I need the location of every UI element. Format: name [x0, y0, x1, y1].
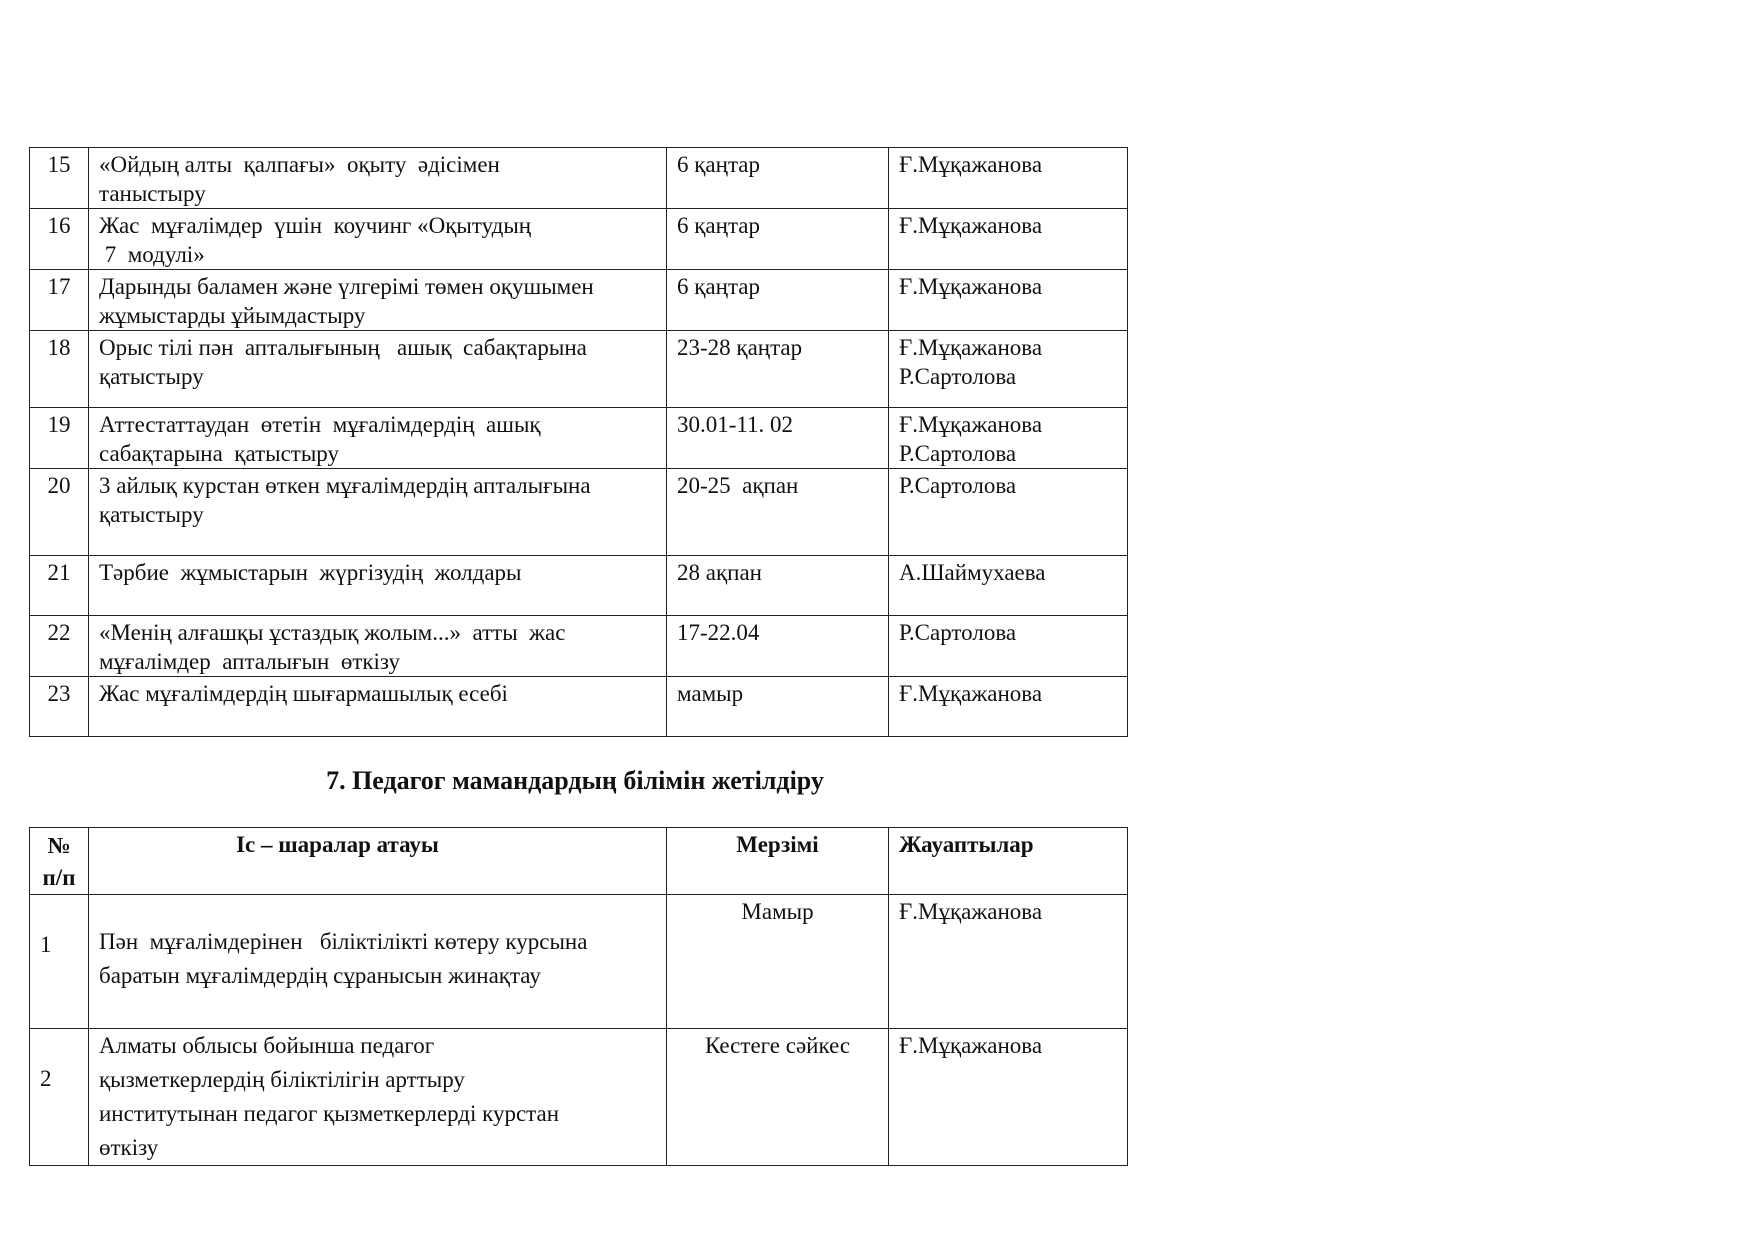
activity-line: жұмыстарды ұйымдастыру	[99, 303, 366, 328]
header-num-cell	[30, 828, 89, 895]
row-number: 17	[30, 270, 89, 331]
row-number: 15	[30, 148, 89, 209]
row-number: 20	[30, 469, 89, 556]
activity-cell	[89, 556, 667, 616]
row-number: 21	[30, 556, 89, 616]
row-number: 2	[30, 1029, 89, 1166]
table-row	[30, 408, 1128, 469]
activity-cell	[89, 148, 667, 209]
table-row	[30, 616, 1128, 677]
date-cell: 6 қаңтар	[667, 148, 889, 209]
activity-line: «Менің алғашқы ұстаздық жолым...» атты жас	[99, 620, 566, 645]
activity-line: институтынан педагог қызметкерлерді курстан	[99, 1101, 560, 1126]
header-responsible: Жауаптылар	[889, 828, 1128, 895]
activity-cell	[89, 1029, 667, 1166]
responsible-name: Р.Сартолова	[899, 441, 1017, 466]
responsible-cell: Ғ.Мұқажанова	[889, 1029, 1128, 1166]
activity-line: Пән мұғалімдерінен біліктілікті көтеру курсына	[99, 929, 588, 954]
date-cell: 23-28 қаңтар	[667, 331, 889, 408]
table-row	[30, 469, 1128, 556]
responsible-cell	[889, 331, 1128, 408]
date-cell: мамыр	[667, 677, 889, 737]
activity-cell	[89, 677, 667, 737]
activity-line: Тәрбие жұмыстарын жүргізудің жолдары	[99, 560, 522, 585]
activity-cell	[89, 895, 667, 1029]
responsible-cell	[889, 616, 1128, 677]
responsible-name: А.Шаймухаева	[899, 560, 1046, 585]
date-cell: 6 қаңтар	[667, 270, 889, 331]
table-row	[30, 677, 1128, 737]
activity-cell	[89, 209, 667, 270]
row-number: 16	[30, 209, 89, 270]
date-cell: 6 қаңтар	[667, 209, 889, 270]
table-row	[30, 270, 1128, 331]
responsible-cell	[889, 556, 1128, 616]
responsible-name: Р.Сартолова	[899, 620, 1017, 645]
header-activity: Іс – шаралар атауы	[89, 828, 667, 895]
activity-line: Жас мұғалімдер үшін коучинг «Оқытудың	[99, 213, 532, 238]
responsible-cell	[889, 469, 1128, 556]
responsible-cell	[889, 270, 1128, 331]
activity-line: Аттестаттаудан өтетін мұғалімдердің ашық	[99, 412, 541, 437]
table-row	[30, 209, 1128, 270]
activity-line: қатыстыру	[99, 364, 204, 389]
date-cell: 28 ақпан	[667, 556, 889, 616]
table-row	[30, 148, 1128, 209]
training-table-body	[30, 895, 1128, 1166]
table-row	[30, 895, 1128, 1029]
activity-cell	[89, 270, 667, 331]
activity-line: қатыстыру	[99, 502, 204, 527]
activity-cell	[89, 331, 667, 408]
responsible-name: Р.Сартолова	[899, 473, 1017, 498]
activity-line: өткізу	[99, 1135, 159, 1160]
header-num-symbol: №	[47, 833, 71, 858]
responsible-cell	[889, 209, 1128, 270]
header-row	[30, 828, 1128, 895]
responsible-name: Ғ.Мұқажанова	[899, 274, 1043, 299]
responsible-cell	[889, 408, 1128, 469]
responsible-name: Ғ.Мұқажанова	[899, 152, 1043, 177]
activity-cell	[89, 469, 667, 556]
responsible-cell	[889, 148, 1128, 209]
responsible-cell	[889, 677, 1128, 737]
activity-line: 3 айлық курстан өткен мұғалімдердің апталығына	[99, 473, 591, 498]
date-cell: Кестеге сәйкес	[667, 1029, 889, 1166]
date-cell: Мамыр	[667, 895, 889, 1029]
activity-line: баратын мұғалімдердің сұранысын жинақтау	[99, 963, 541, 988]
row-number: 23	[30, 677, 89, 737]
header-date: Мерзімі	[667, 828, 889, 895]
table-row	[30, 556, 1128, 616]
row-number: 19	[30, 408, 89, 469]
activity-line: таныстыру	[99, 181, 206, 206]
responsible-cell: Ғ.Мұқажанова	[889, 895, 1128, 1029]
table-row	[30, 1029, 1128, 1166]
activity-cell	[89, 408, 667, 469]
responsible-name: Ғ.Мұқажанова	[899, 213, 1043, 238]
responsible-name: Ғ.Мұқажанова	[899, 335, 1043, 360]
responsible-name: Р.Сартолова	[899, 364, 1017, 389]
date-cell: 17-22.04	[667, 616, 889, 677]
section-title: 7. Педагог мамандардың білімін жетілдіру	[326, 766, 824, 795]
plan-table	[29, 147, 1128, 737]
activity-line: сабақтарына қатыстыру	[99, 441, 339, 466]
table-row	[30, 331, 1128, 408]
activity-line: Алматы облысы бойынша педагог	[99, 1033, 435, 1058]
row-number: 22	[30, 616, 89, 677]
row-number: 1	[30, 895, 89, 1029]
activity-line: қызметкерлердің біліктілігін арттыру	[99, 1067, 465, 1092]
responsible-name: Ғ.Мұқажанова	[899, 412, 1043, 437]
activity-cell	[89, 616, 667, 677]
responsible-name: Ғ.Мұқажанова	[899, 681, 1043, 706]
plan-table-body	[30, 148, 1128, 737]
training-table	[29, 827, 1128, 1166]
date-cell: 20-25 ақпан	[667, 469, 889, 556]
date-cell: 30.01-11. 02	[667, 408, 889, 469]
activity-line: Дарынды баламен және үлгерімі төмен оқушымен	[99, 274, 594, 299]
header-num-abbrev: п/п	[42, 865, 76, 890]
activity-line: «Ойдың алты қалпағы» оқыту әдісімен	[99, 152, 500, 177]
activity-line: Орыс тілі пән апталығының ашық сабақтарына	[99, 335, 587, 360]
activity-line: мұғалімдер апталығын өткізу	[99, 649, 401, 674]
row-number: 18	[30, 331, 89, 408]
activity-line: Жас мұғалімдердің шығармашылық есебі	[99, 681, 508, 706]
activity-line: 7 модулі»	[99, 242, 205, 267]
